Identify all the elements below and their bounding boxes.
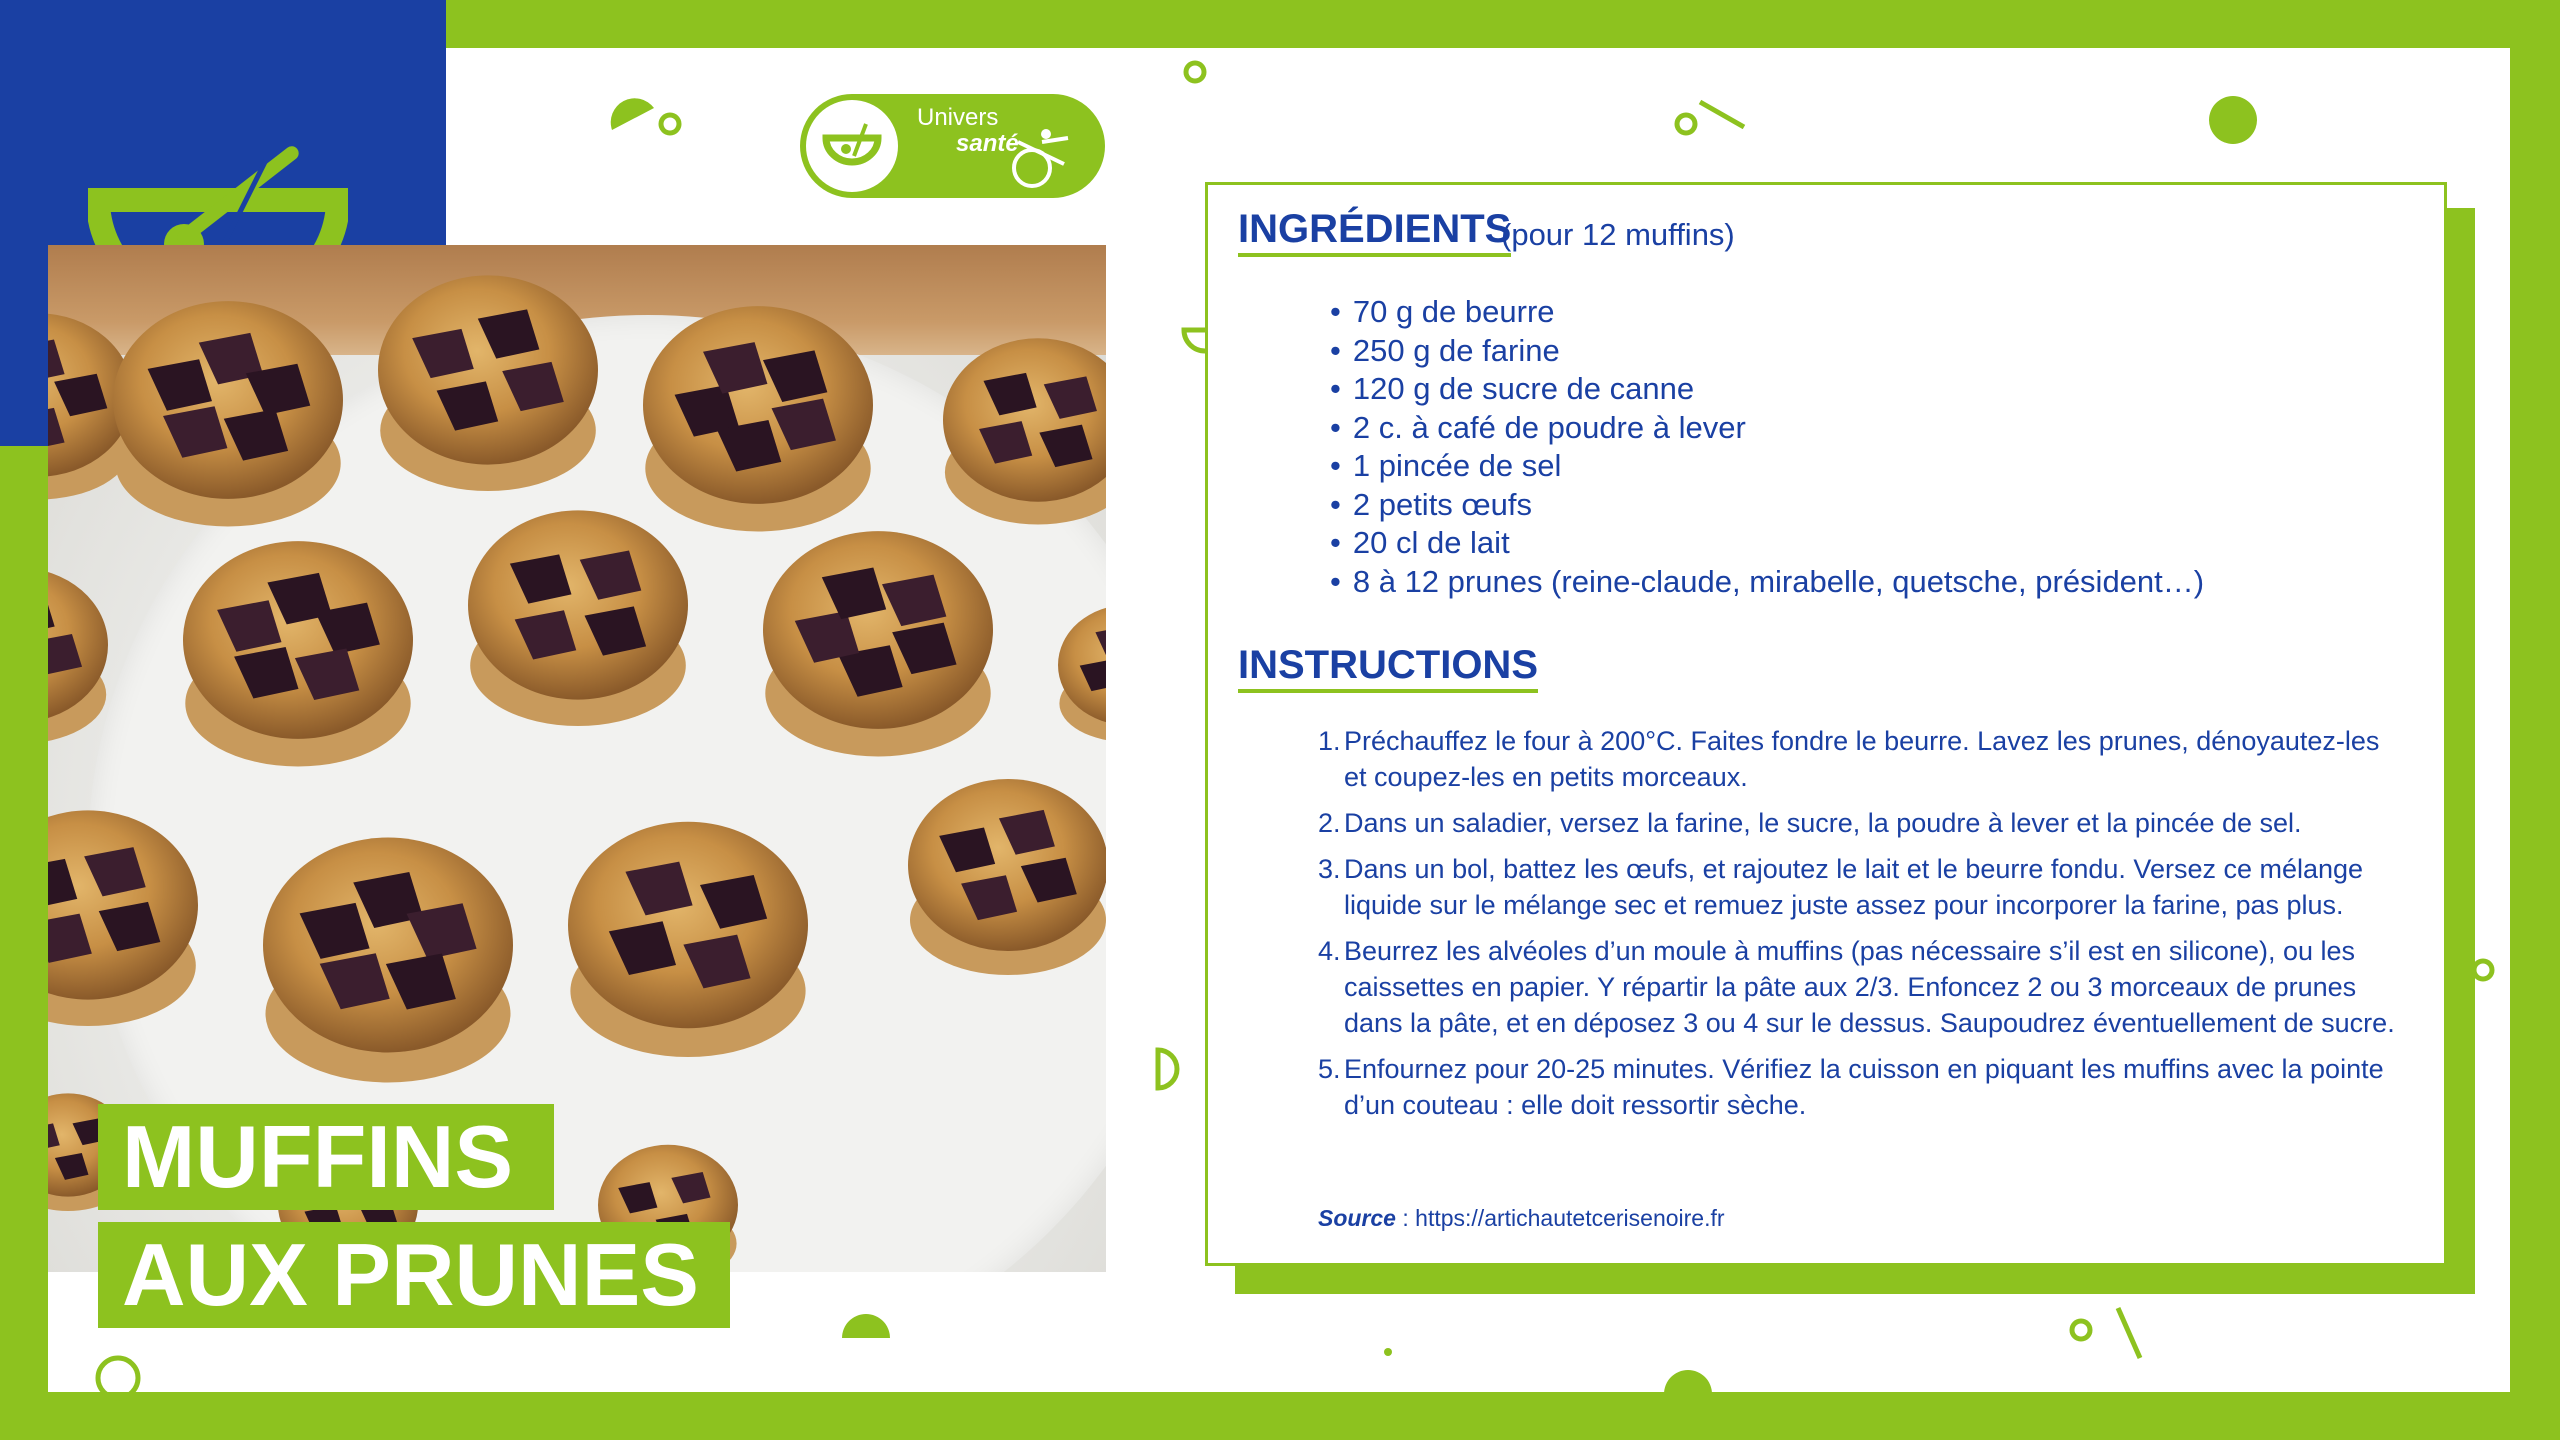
instruction-step [1318,1051,2408,1123]
cyclist-icon [1008,124,1072,190]
muffin [763,531,993,756]
deco-ring [2072,1321,2090,1339]
instruction-step [1318,723,2408,795]
ingredient-item: • 8 à 12 prunes (reine-claude, mirabelle, quetsche, président…) [1330,563,2204,602]
muffin [113,301,343,526]
step-text: Dans un saladier, versez la farine, le sucre, la poudre à lever et la pincée de sel. [1344,808,2302,838]
muffin [943,338,1106,524]
instruction-step [1318,933,2408,1041]
deco-ring [1186,63,1204,81]
source-credit [1318,1205,1725,1232]
instruction-step [1318,851,2408,923]
step-text: Enfournez pour 20-25 minutes. Vérifiez la cuisson en piquant les muffins avec la pointe d’un couteau : elle doit ressortir sèche. [1344,1054,2384,1120]
univers-sante-badge [800,94,1105,198]
ingredient-item: • 120 g de sucre de canne [1330,370,2204,409]
ingredients-list [1330,293,2204,601]
instruction-step [1318,805,2408,841]
deco-ring [1677,115,1695,133]
univers-label: Univers [917,104,999,131]
muffin [908,779,1106,975]
muffin [643,306,873,531]
muffin [468,510,688,726]
deco-disc [2209,96,2257,144]
step-number: 4. [1318,936,1341,966]
deco-half-ring [1158,1050,1177,1088]
muffin [48,810,198,1026]
source-label: Source [1318,1205,1396,1231]
muffin [1058,605,1106,742]
deco-half-disc [842,1314,890,1338]
step-text: Préchauffez le four à 200°C. Faites fondre le beurre. Lavez les prunes, dénoyautez-les et coupez-les en petits morceaux. [1344,726,2380,792]
step-text: Dans un bol, battez les œufs, et rajoutez le lait et le beurre fondu. Versez ce mélange liquide sur le mélange sec et remuez juste assez pour incorporer la farine, pas plus. [1344,854,2364,920]
recipe-card [1205,182,2447,1266]
muffin [568,822,808,1057]
muffin [378,275,598,491]
deco-ring [98,1358,138,1398]
deco-half-disc [611,98,654,130]
step-text: Beurrez les alvéoles d’un moule à muffins (pas nécessaire s’il est en silicone), ou les caissettes en papier. Y répartir la pâte aux 2/3. Enfoncez 2 ou 3 morceaux de prunes dans la pâte, et en déposez 3 ou 4 sur le dessus. Saupoudrez éventuellement de sucre. [1344,936,2395,1038]
deco-ring [661,115,679,133]
instructions-list [1318,723,2408,1133]
ingredients-heading: INGRÉDIENTS [1238,207,1511,257]
ingredient-item: • 70 g de beurre [1330,293,2204,332]
deco-ring [2474,961,2492,979]
bowl-icon [806,100,898,192]
muffin [263,838,513,1083]
step-number: 5. [1318,1054,1341,1084]
ingredient-item: • 250 g de farine [1330,332,2204,371]
deco-half-disc [1664,1370,1712,1394]
ingredients-note: (pour 12 muffins) [1501,217,1735,252]
recipe-title-line-2: AUX PRUNES [98,1222,730,1328]
step-number: 3. [1318,854,1341,884]
source-separator: : [1395,1205,1416,1231]
ingredient-item: • 2 c. à café de poudre à lever [1330,409,2204,448]
source-link[interactable]: https://artichautetcerisenoire.fr [1415,1205,1725,1231]
deco-slash [2118,1308,2140,1358]
sante-label: santé [956,130,1019,157]
deco-slash [1700,102,1744,127]
ingredient-item: • 20 cl de lait [1330,524,2204,563]
ingredient-item: • 1 pincée de sel [1330,447,2204,486]
muffin [48,568,108,744]
step-number: 2. [1318,808,1341,838]
instructions-heading: INSTRUCTIONS [1238,643,1538,693]
ingredient-item: • 2 petits œufs [1330,486,2204,525]
deco-dot [1384,1348,1392,1356]
step-number: 1. [1318,726,1341,756]
recipe-title-line-1: MUFFINS [98,1104,554,1210]
muffin [183,541,413,766]
